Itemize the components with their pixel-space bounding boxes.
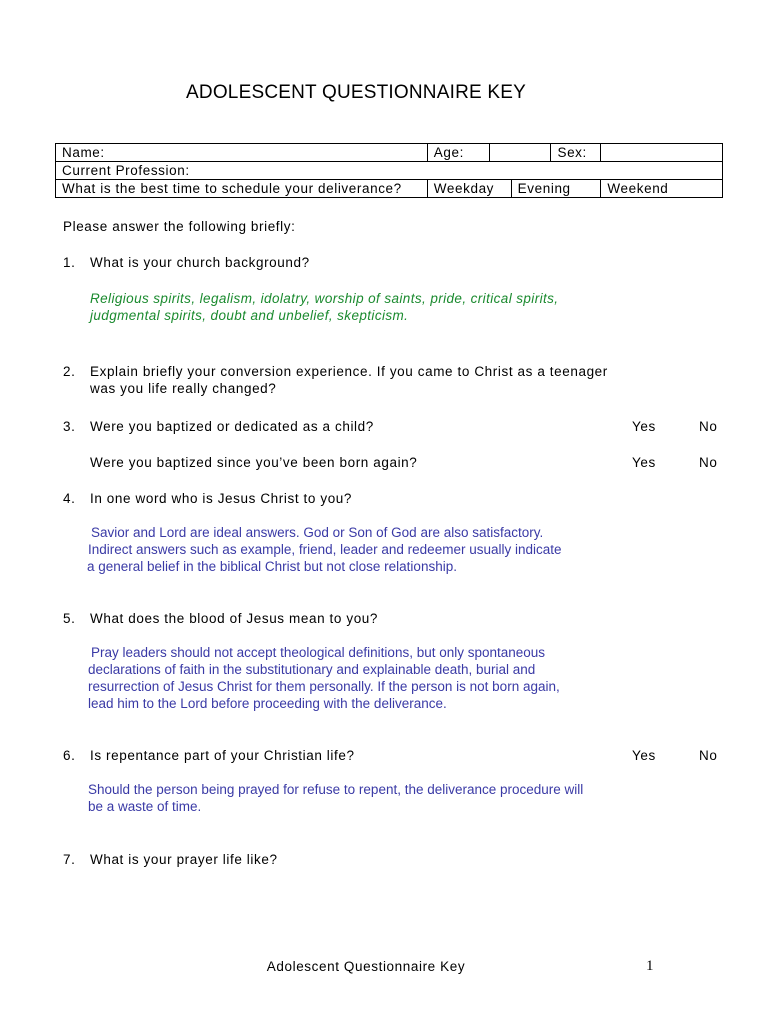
question-text: Explain briefly your conversion experience. If you came to Christ as a teenager	[90, 364, 608, 379]
answer-line: Indirect answers such as example, friend, leader and redeemer usually indicate	[88, 542, 562, 557]
no-option: No	[699, 748, 718, 763]
page-number: 1	[646, 958, 654, 974]
sex-label: Sex:	[551, 144, 601, 162]
answer-line: Savior and Lord are ideal answers. God or Son of God are also satisfactory.	[91, 525, 544, 540]
weekday-option: Weekday	[427, 180, 511, 198]
info-row-profession	[56, 162, 723, 180]
answer-line: a general belief in the biblical Christ but not close relationship.	[87, 559, 457, 574]
age-label: Age:	[427, 144, 489, 162]
weekend-option: Weekend	[601, 180, 723, 198]
yes-option: Yes	[632, 748, 656, 763]
schedule-question: What is the best time to schedule your deliverance?	[56, 180, 428, 198]
answer-key-blue	[88, 644, 560, 712]
answer-line: Religious spirits, legalism, idolatry, worship of saints, pride, critical spirits,	[90, 291, 559, 306]
yes-option: Yes	[632, 455, 656, 470]
page-footer: Adolescent Questionnaire Key	[266, 959, 466, 974]
question-number: 7.	[63, 852, 76, 867]
document-title: ADOLESCENT QUESTIONNAIRE KEY	[186, 82, 526, 103]
question-number: 1.	[63, 255, 76, 270]
question-text-continued: was you life really changed?	[90, 381, 277, 396]
info-row-name	[56, 144, 723, 162]
yes-option: Yes	[632, 419, 656, 434]
answer-line: Should the person being prayed for refuse to repent, the deliverance procedure will	[88, 782, 584, 797]
info-table	[55, 143, 723, 198]
no-option: No	[699, 419, 718, 434]
answer-key-blue	[88, 524, 562, 575]
question-number: 3.	[63, 419, 76, 434]
answer-key-green	[90, 290, 558, 324]
instructions: Please answer the following briefly:	[63, 219, 296, 234]
profession-label: Current Profession:	[56, 162, 723, 180]
answer-line: Pray leaders should not accept theological definitions, but only spontaneous	[91, 645, 546, 660]
question-text: What is your prayer life like?	[90, 852, 278, 867]
answer-line: resurrection of Jesus Christ for them personally. If the person is not born again,	[88, 679, 560, 694]
answer-line: be a waste of time.	[88, 799, 202, 814]
info-row-schedule	[56, 180, 723, 198]
question-number: 6.	[63, 748, 76, 763]
sub-question-text: Were you baptized since you’ve been born again?	[90, 455, 418, 470]
question-text: Were you baptized or dedicated as a child?	[90, 419, 374, 434]
question-text: In one word who is Jesus Christ to you?	[90, 491, 353, 506]
question-text: Is repentance part of your Christian life?	[90, 748, 355, 763]
age-value-cell	[489, 144, 551, 162]
sex-value-cell	[601, 144, 723, 162]
question-number: 4.	[63, 491, 76, 506]
question-text: What does the blood of Jesus mean to you?	[90, 611, 379, 626]
name-label: Name:	[56, 144, 428, 162]
answer-line: judgmental spirits, doubt and unbelief, skepticism.	[90, 308, 409, 323]
answer-key-blue	[88, 781, 583, 815]
no-option: No	[699, 455, 718, 470]
answer-line: declarations of faith in the substitutionary and explainable death, burial and	[88, 662, 536, 677]
question-number: 5.	[63, 611, 76, 626]
question-number: 2.	[63, 364, 76, 379]
question-text: What is your church background?	[90, 255, 310, 270]
answer-line: lead him to the Lord before proceeding with the deliverance.	[88, 696, 447, 711]
evening-option: Evening	[511, 180, 601, 198]
